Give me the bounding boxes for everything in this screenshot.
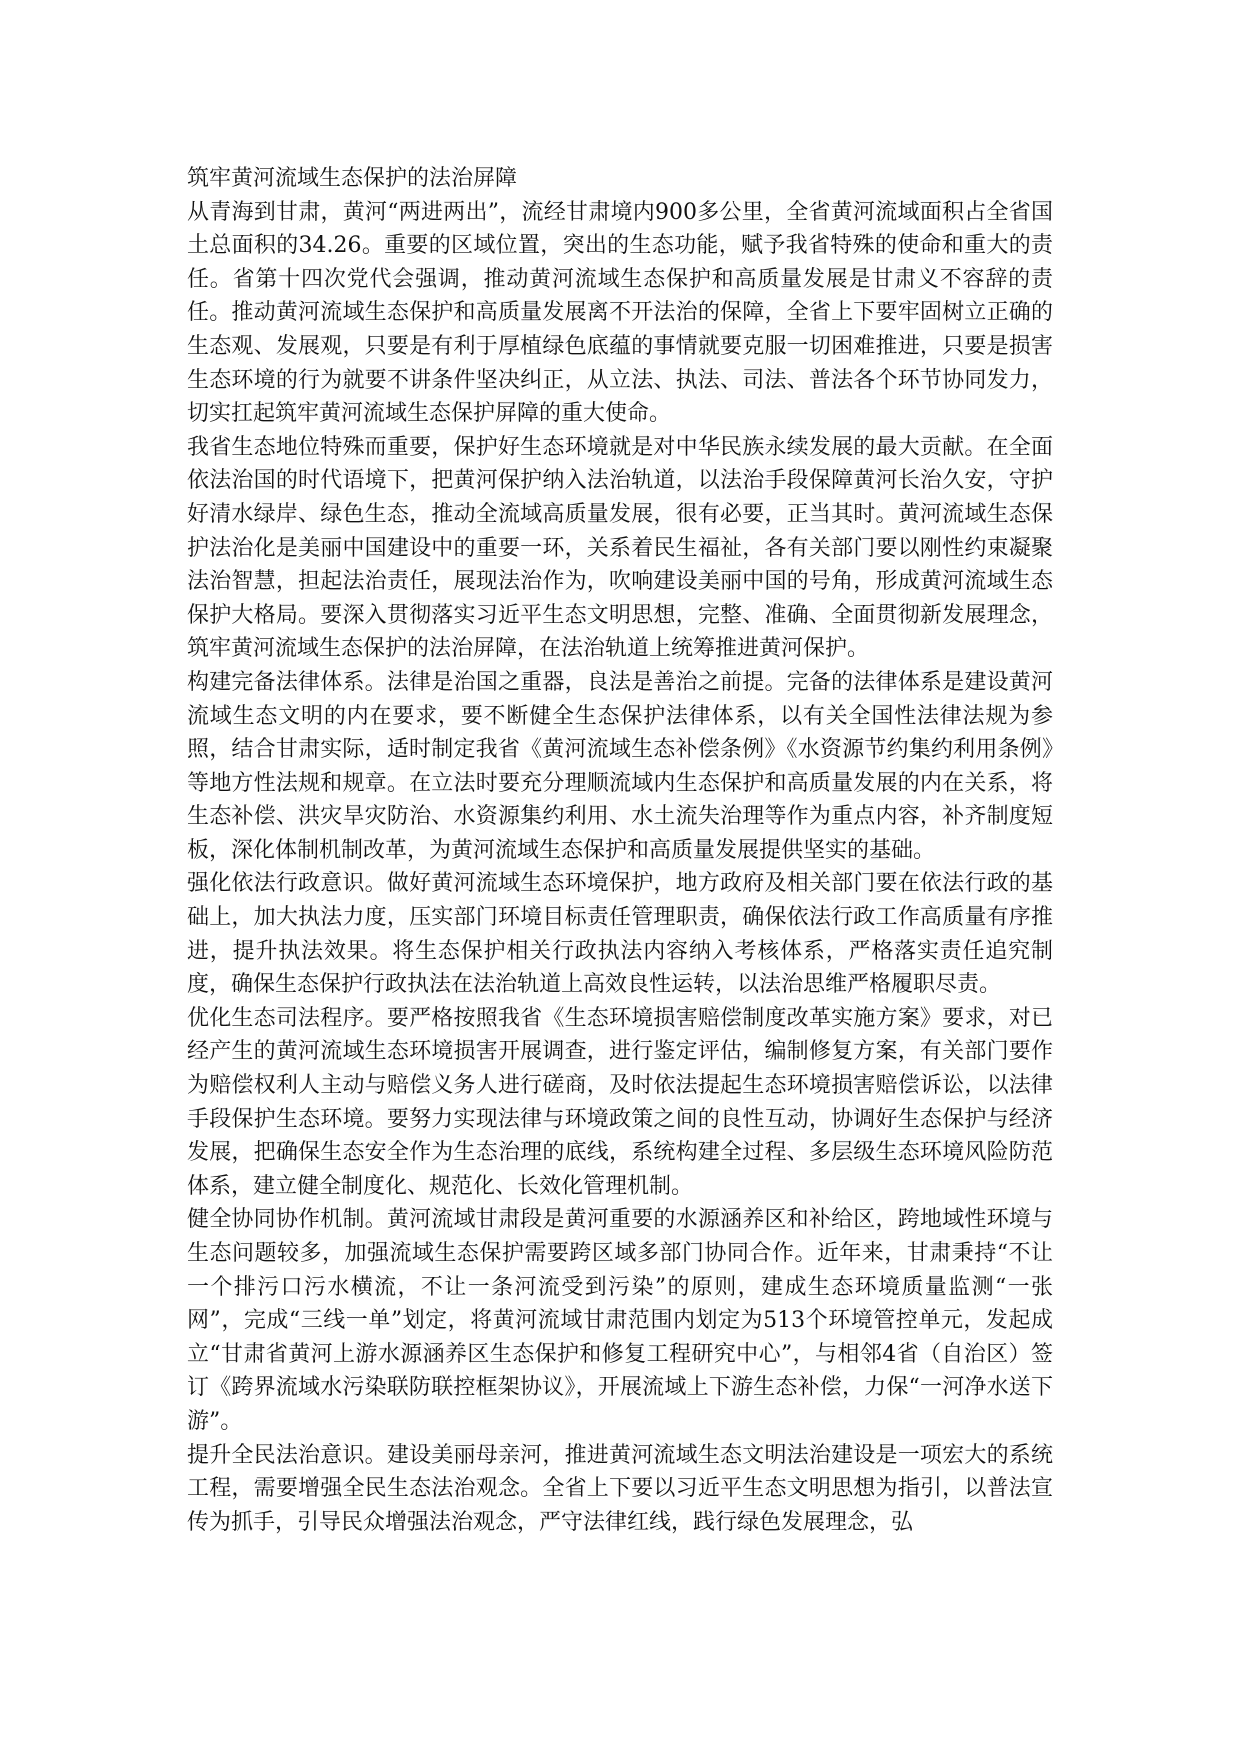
document-title: 筑牢黄河流域生态保护的法治屏障 bbox=[187, 166, 518, 191]
paragraph-coordination: 健全协同协作机制。黄河流域甘肃段是黄河重要的水源涵养区和补给区，跨地域性环境与生态问题较多，加强流域生态保护需要跨区域多部门协同合作。近年来，甘肃秉持“不让一个排污口污水横流，不让一条河流受到污染”的原则，建成生态环境质量监测“一张网”，完成“三线一单”划定，将黄河流域甘肃范围内划定为513个环境管控单元，发起成立“甘肃省黄河上游水源涵养区生态保护和修复工程研究中心”，与相邻4省（自治区）签订《跨界流域水污染联防联控框架协议》，开展流域上下游生态补偿，力保“一河净水送下游”。 bbox=[187, 1207, 1054, 1434]
paragraph-ecological-status: 我省生态地位特殊而重要，保护好生态环境就是对中华民族永续发展的最大贡献。在全面依法治国的时代语境下，把黄河保护纳入法治轨道，以法治手段保障黄河长治久安，守护好清水绿岸、绿色生态，推动全流域高质量发展，很有必要，正当其时。黄河流域生态保护法治化是美丽中国建设中的重要一环，关系着民生福祉，各有关部门要以刚性约束凝聚法治智慧，担起法治责任，展现法治作为，吹响建设美丽中国的号角，形成黄河流域生态保护大格局。要深入贯彻落实习近平生态文明思想，完整、准确、全面贯彻新发展理念，筑牢黄河流域生态保护的法治屏障，在法治轨道上统筹推进黄河保护。 bbox=[187, 434, 1053, 662]
paragraph-intro: 从青海到甘肃，黄河“两进两出”，流经甘肃境内900多公里，全省黄河流域面积占全省国土总面积的34.26。重要的区域位置，突出的生态功能，赋予我省特殊的使命和重大的责任。省第十四次党代会强调，推动黄河流域生态保护和高质量发展是甘肃义不容辞的责任。推动黄河流域生态保护和高质量发展离不开法治的保障，全省上下要牢固树立正确的生态观、发展观，只要是有利于厚植绿色底蕴的事情就要克服一切困难推进，只要是损害生态环境的行为就要不讲条件坚决纠正，从立法、执法、司法、普法各个环节协同发力，切实扛起筑牢黄河流域生态保护屏障的重大使命。 bbox=[187, 199, 1053, 427]
document-body bbox=[187, 162, 1053, 1539]
paragraph-public-awareness: 提升全民法治意识。建设美丽母亲河，推进黄河流域生态文明法治建设是一项宏大的系统工程，需要增强全民生态法治观念。全省上下要以习近平生态文明思想为指引，以普法宣传为抓手，引导民众增强法治观念，严守法律红线，践行绿色发展理念，弘 bbox=[187, 1442, 1053, 1535]
paragraph-administration: 强化依法行政意识。做好黄河流域生态环境保护，地方政府及相关部门要在依法行政的基础上，加大执法力度，压实部门环境目标责任管理职责，确保依法行政工作高质量有序推进，提升执法效果。将生态保护相关行政执法内容纳入考核体系，严格落实责任追究制度，确保生态保护行政执法在法治轨道上高效良性运转，以法治思维严格履职尽责。 bbox=[187, 871, 1053, 998]
paragraph-judicial: 优化生态司法程序。要严格按照我省《生态环境损害赔偿制度改革实施方案》要求，对已经产生的黄河流域生态环境损害开展调查，进行鉴定评估，编制修复方案，有关部门要作为赔偿权利人主动与赔偿义务人进行磋商，及时依法提起生态环境损害赔偿诉讼，以法律手段保护生态环境。要努力实现法律与环境政策之间的良性互动，协调好生态保护与经济发展，把确保生态安全作为生态治理的底线，系统构建全过程、多层级生态环境风险防范体系，建立健全制度化、规范化、长效化管理机制。 bbox=[187, 1005, 1053, 1199]
paragraph-legal-system: 构建完备法律体系。法律是治国之重器，良法是善治之前提。完备的法律体系是建设黄河流域生态文明的内在要求，要不断健全生态保护法律体系，以有关全国性法律法规为参照，结合甘肃实际，适时制定我省《黄河流域生态补偿条例》《水资源节约集约利用条例》等地方性法规和规章。在立法时要充分理顺流域内生态保护和高质量发展的内在关系，将生态补偿、洪灾旱灾防治、水资源集约利用、水土流失治理等作为重点内容，补齐制度短板，深化体制机制改革，为黄河流域生态保护和高质量发展提供坚实的基础。 bbox=[187, 669, 1053, 863]
